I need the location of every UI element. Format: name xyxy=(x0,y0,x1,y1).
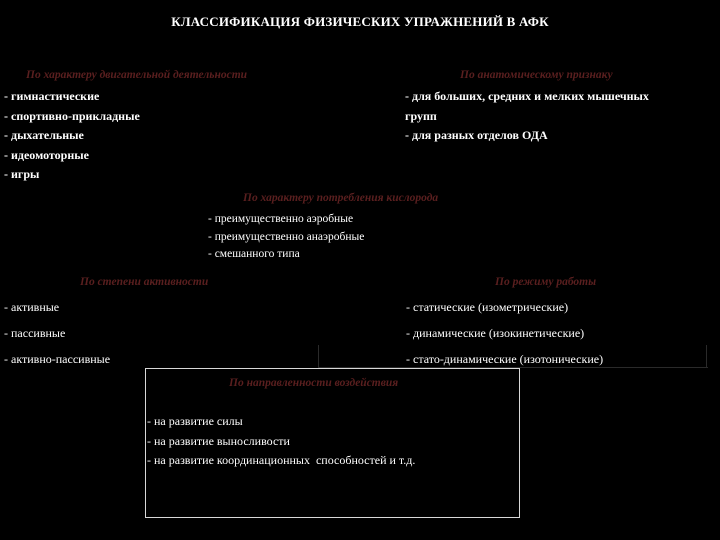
list-item: - для разных отделов ОДА xyxy=(405,128,548,142)
activity-item: - активные xyxy=(4,300,60,314)
list-item: - дыхательные xyxy=(4,128,84,142)
direction-list xyxy=(147,412,415,471)
list-item: - преимущественно анаэробные xyxy=(208,230,365,243)
motor-activity-list xyxy=(4,87,140,185)
list-item: - идеомоторные xyxy=(4,147,89,162)
list-item: групп xyxy=(405,108,437,123)
list-item: - для больших, средних и мелких мышечных xyxy=(405,89,649,103)
activity-item: - активно-пассивные xyxy=(4,352,111,366)
mode-heading: По режиму работы xyxy=(495,276,597,288)
mode-item: - стато-динамические (изотонические) xyxy=(406,352,604,366)
page-title: КЛАССИФИКАЦИЯ ФИЗИЧЕСКИХ УПРАЖНЕНИЙ В АФК xyxy=(171,14,549,29)
direction-heading: По направленности воздействия xyxy=(229,377,399,389)
activity-item: - пассивные xyxy=(4,326,66,340)
motor-activity-heading: По характеру двигательной деятельности xyxy=(26,69,248,81)
list-item: - на развитие координационных способностей и т.д. xyxy=(147,453,416,467)
list-item: - на развитие силы xyxy=(147,414,243,428)
list-item: - преимущественно аэробные xyxy=(208,213,354,225)
anatomical-list xyxy=(405,87,649,146)
mode-item: - статические (изометрические) xyxy=(406,300,569,314)
mode-item: - динамические (изокинетические) xyxy=(406,326,585,340)
list-item: - на развитие выносливости xyxy=(147,433,290,448)
oxygen-list xyxy=(208,211,364,264)
table-divider xyxy=(318,345,319,367)
list-item: - гимнастические xyxy=(4,89,100,103)
activity-heading: По степени активности xyxy=(80,276,209,288)
list-item: - спортивно-прикладные xyxy=(4,108,140,123)
list-item: - смешанного типа xyxy=(208,248,300,260)
anatomical-heading: По анатомическому признаку xyxy=(460,69,613,81)
table-divider xyxy=(706,345,707,367)
oxygen-heading: По характеру потребления кислорода xyxy=(243,192,439,204)
list-item: - игры xyxy=(4,167,40,181)
